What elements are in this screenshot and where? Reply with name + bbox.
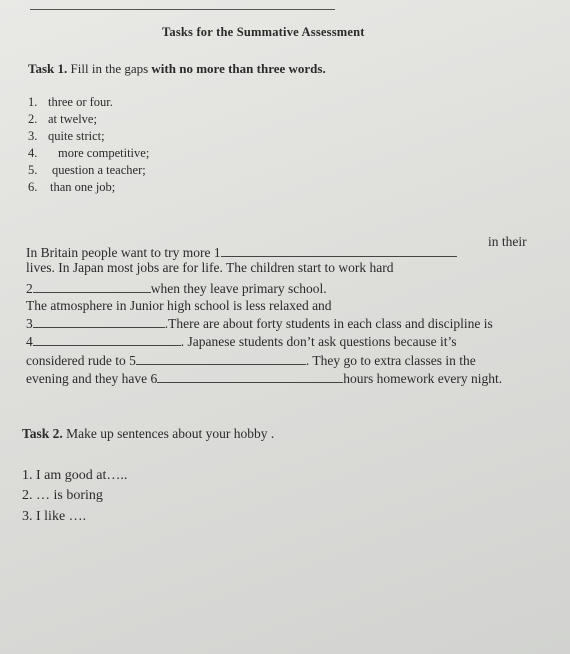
passage-line-5: 3 .There are about forty students in each class and discipline is bbox=[26, 316, 493, 331]
passage-line-6: 4 . Japanese students don’t ask questions because it’s bbox=[26, 334, 457, 349]
task2-heading bbox=[22, 426, 274, 442]
task1-label: Task 1. bbox=[28, 61, 68, 76]
list-item: 4. more competitive; bbox=[28, 146, 150, 160]
passage-line-1-end: in their bbox=[488, 234, 527, 249]
list-item: 6. than one job; bbox=[28, 180, 116, 194]
task1-instruction: Fill in the gaps bbox=[67, 61, 152, 76]
task2-instruction: Make up sentences about your hobby . bbox=[62, 426, 275, 441]
list-item: 2. at twelve; bbox=[28, 112, 97, 126]
gap-4 bbox=[33, 334, 181, 346]
sentence-starter: 1. I am good at….. bbox=[22, 468, 128, 483]
sentence-starter: 2. … is boring bbox=[22, 488, 103, 503]
list-item: 1. three or four. bbox=[28, 95, 113, 109]
passage-line-2: lives. In Japan most jobs are for life. The children start to work hard bbox=[26, 260, 394, 275]
task2-label: Task 2. bbox=[22, 426, 63, 441]
passage-line-3: 2 when they leave primary school. bbox=[26, 281, 327, 296]
gap-1 bbox=[221, 245, 457, 257]
page-title: Tasks for the Summative Assessment bbox=[162, 25, 365, 39]
gap-3 bbox=[33, 316, 165, 328]
task1-heading bbox=[28, 61, 326, 77]
task1-instruction-bold: with no more than three words. bbox=[151, 61, 326, 76]
passage-line-1: In Britain people want to try more 1 bbox=[26, 245, 457, 261]
passage-line-8: evening and they have 6 hours homework every night. bbox=[26, 371, 503, 386]
list-item: 3. quite strict; bbox=[28, 129, 105, 143]
gap-5 bbox=[136, 353, 306, 365]
passage-line-4: The atmosphere in Junior high school is less relaxed and bbox=[26, 298, 332, 313]
gap-6 bbox=[157, 371, 343, 383]
passage-line-7: considered rude to 5 . They go to extra classes in the bbox=[26, 353, 476, 368]
list-item: 5. question a teacher; bbox=[28, 163, 146, 177]
top-rule bbox=[30, 9, 335, 10]
sentence-starter: 3. I like …. bbox=[22, 509, 87, 524]
gap-2 bbox=[33, 281, 151, 293]
